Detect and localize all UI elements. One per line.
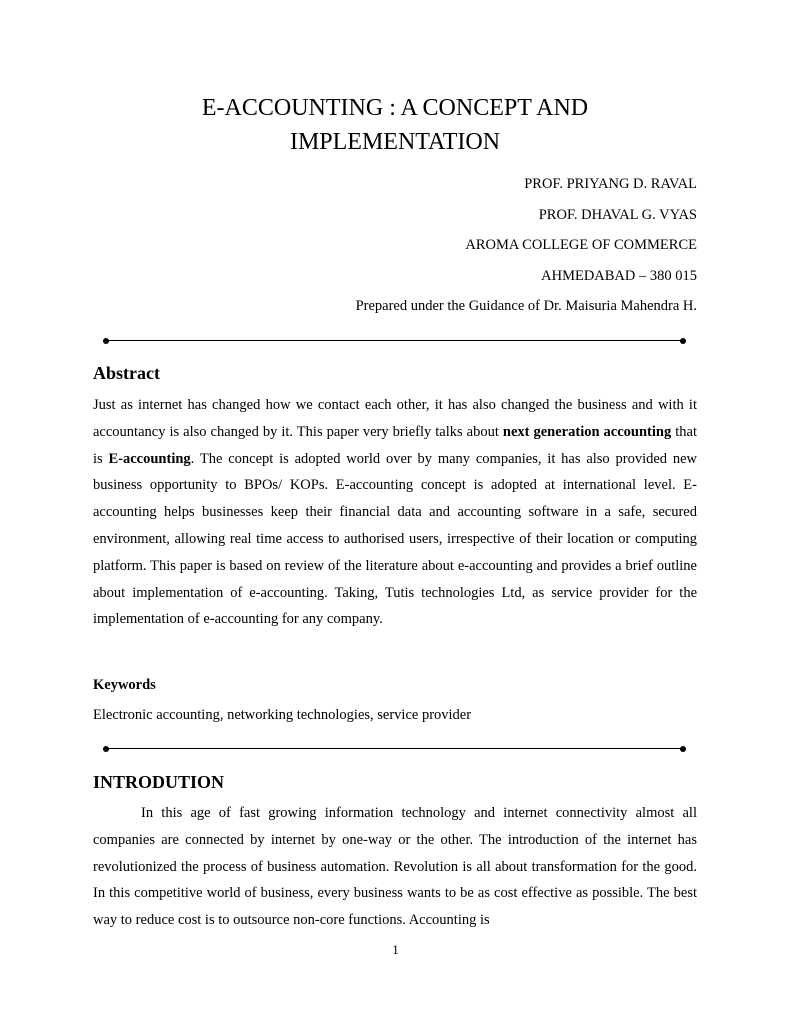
keywords-label: Keywords [93, 677, 156, 693]
keywords-text: Electronic accounting, networking technologies, service provider [93, 707, 472, 723]
abstract-bold-2: E-accounting [108, 450, 191, 467]
abstract-paragraph [93, 392, 697, 633]
address: AHMEDABAD – 380 015 [541, 267, 697, 284]
title-line-1: E-ACCOUNTING : A CONCEPT AND [201, 95, 589, 121]
affiliation: AROMA COLLEGE OF COMMERCE [465, 237, 697, 253]
abstract-text-3: . The concept is adopted world over by many companies, it has also provided new business opportunity to BPOs/ KOPs. E-accounting concept is adopted at international level. E-accounting helps businesses keep their financial data and accounting software in a safe, secured environment, allowing real time access to authorised users, irrespective of their location or computing platform. This paper is based on review of the literature about e-accounting and provides a brief outline about implementation of e-accounting. Taking, Tutis technologies Ltd, as service provider for the implementation of e-accounting for any company. [93, 450, 698, 628]
abstract-bold-1: next generation accounting [502, 423, 672, 440]
title-line-2: IMPLEMENTATION [289, 129, 501, 155]
divider-top [106, 340, 683, 341]
introduction-heading: INTRODUTION [93, 772, 225, 792]
divider-bottom [106, 748, 683, 749]
abstract-text-1: Just as internet has changed how we contact each other, it has also changed the business and with it accountancy is also changed by it. This paper very briefly talks about [93, 397, 697, 440]
guidance-note: Prepared under the Guidance of Dr. Maisuria Mahendra H. [355, 298, 697, 314]
author-block [356, 172, 697, 325]
author-1: PROF. PRIYANG D. RAVAL [524, 176, 697, 192]
page-number: 1 [392, 942, 399, 957]
author-2: PROF. DHAVAL G. VYAS [538, 206, 697, 223]
introduction-paragraph: In this age of fast growing information technology and internet connectivity almost all companies are connected by internet by one-way or the other. The introduction of the internet has revolutionized the process of business automation. Revolution is all about transformation for the good. In this competitive world of business, every business wants to be as cost effective as possible. The best way to reduce cost is to outsource non-core functions. Accounting is [93, 805, 697, 929]
abstract-text-2: that is [93, 423, 697, 467]
abstract-heading: Abstract [93, 363, 160, 383]
paper-title [93, 91, 697, 159]
